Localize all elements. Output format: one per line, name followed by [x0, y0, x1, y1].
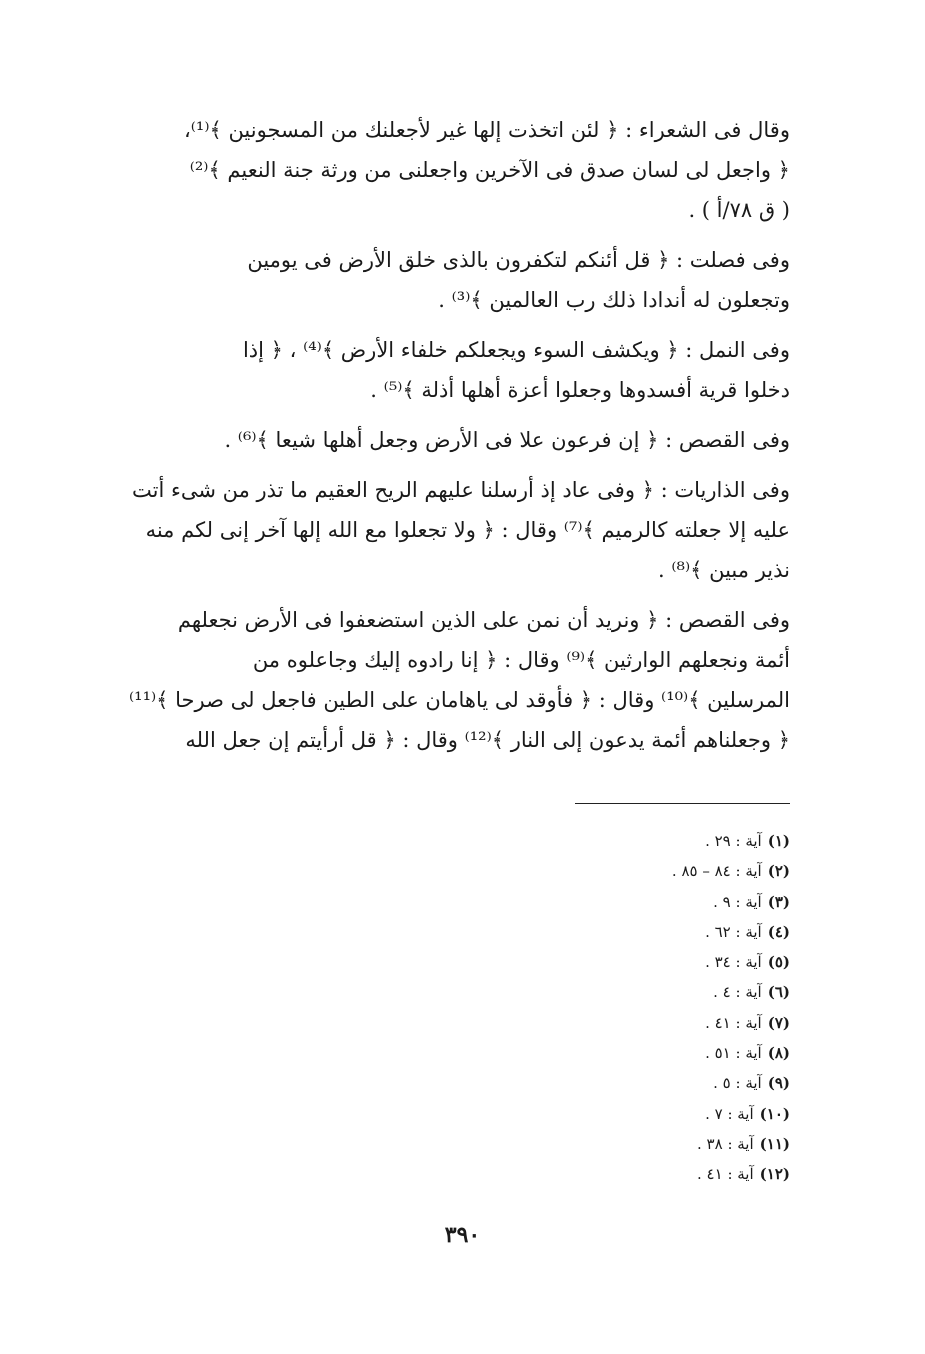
text-line: وفى النمل : ﴿ ويكشف السوء ويجعلكم خلفاء الأرض ﴾⁽⁴⁾ ، ﴿ إذا — [242, 338, 790, 362]
footnote-item — [672, 1129, 790, 1159]
text-line: وفى القصص : ﴿ إن فرعون علا فى الأرض وجعل أهلها شيعا ﴾⁽⁶⁾ . — [224, 428, 790, 452]
footnote-number: (٨) — [767, 1044, 790, 1063]
text-line: نذير مبين ﴾⁽⁸⁾ . — [658, 558, 790, 582]
footnote-text: آية : ٣٨ . — [697, 1134, 754, 1153]
footnote-text: آية : ٨٤ – ٨٥ . — [671, 862, 762, 881]
footnote-item — [672, 887, 790, 917]
footnote-text: آية : ٣٤ . — [705, 953, 762, 972]
footnote-number: (١٢) — [759, 1165, 790, 1184]
footnote-item — [672, 947, 790, 977]
main-text — [88, 110, 790, 770]
footnote-number: (٣) — [767, 892, 790, 911]
footnote-item — [672, 977, 790, 1007]
footnote-text: آية : ٢٩ . — [705, 832, 762, 850]
footnote-item — [672, 1159, 790, 1189]
footnote-number: (٦) — [767, 983, 790, 1002]
footnote-item — [672, 826, 790, 856]
footnote-number: (٥) — [767, 953, 790, 972]
footnotes-list — [672, 826, 790, 1190]
text-line: ﴿ وجعلناهم أئمة يدعون إلى النار ﴾⁽¹²⁾ وقال : ﴿ قل أرأيتم إن جعل الله — [185, 728, 790, 752]
footnote-text: آية : ٥ . — [713, 1074, 762, 1093]
paragraph-qasas-2 — [88, 600, 790, 760]
text-line: دخلوا قرية أفسدوها وجعلوا أعزة أهلها أذلة ﴾⁽⁵⁾ . — [370, 378, 790, 402]
footnote-number: (١١) — [759, 1134, 790, 1153]
paragraph-fussilat — [88, 240, 790, 320]
footnote-item — [672, 917, 790, 947]
footnote-text: آية : ٤١ . — [705, 1013, 762, 1032]
paragraph-qasas-1 — [88, 420, 790, 460]
footnote-number: (٢) — [767, 862, 790, 881]
paragraph-shuara — [88, 110, 790, 230]
footnote-item — [672, 1008, 790, 1038]
text-line: المرسلين ﴾⁽¹⁰⁾ وقال : ﴿ فأوقد لى ياهامان على الطين فاجعل لى صرحا ﴾⁽¹¹⁾ — [128, 688, 790, 712]
footnote-number: (٧) — [767, 1013, 790, 1032]
footnote-text: آية : ٤ . — [713, 983, 762, 1002]
footnote-text: آية : ٥١ . — [705, 1044, 762, 1063]
footnote-text: آية : ٩ . — [713, 892, 762, 911]
footnote-text: آية : ٤١ . — [697, 1165, 754, 1184]
footnote-item — [672, 856, 790, 886]
page-number: ٣٩٠ — [444, 1222, 481, 1248]
text-line: ( ق ٧٨/أ ) . — [688, 198, 790, 222]
footnote-number: (١) — [767, 832, 790, 850]
text-line: ﴿ واجعل لى لسان صدق فى الآخرين واجعلنى من ورثة جنة النعيم ﴾⁽²⁾ — [189, 158, 790, 182]
footnote-number: (٤) — [767, 922, 790, 941]
text-line: عليه إلا جعلته كالرميم ﴾⁽⁷⁾ وقال : ﴿ ولا تجعلوا مع الله إلها آخر إنى لكم منه — [145, 518, 790, 542]
footnote-separator — [575, 803, 790, 804]
footnote-number: (١٠) — [759, 1104, 790, 1123]
text-line: أئمة ونجعلهم الوارثين ﴾⁽⁹⁾ وقال : ﴿ إنا رادوه إليك وجاعلوه من — [252, 648, 790, 672]
text-line: وفى الذاريات : ﴿ وفى عاد إذ أرسلنا عليهم الريح العقيم ما تذر من شىء أتت — [131, 478, 790, 502]
paragraph-naml — [88, 330, 790, 410]
footnote-text: آية : ٦٢ . — [705, 922, 762, 941]
text-line: وفى القصص : ﴿ ونريد أن نمن على الذين استضعفوا فى الأرض نجعلهم — [177, 608, 790, 632]
footnote-item — [672, 1068, 790, 1098]
footnote-number: (٩) — [767, 1074, 790, 1093]
text-line: وتجعلون له أندادا ذلك رب العالمين ﴾⁽³⁾ . — [438, 288, 790, 312]
text-line: وفى فصلت : ﴿ قل أئنكم لتكفرون بالذى خلق الأرض فى يومين — [247, 248, 790, 272]
footnote-item — [672, 1099, 790, 1129]
text-line: وقال فى الشعراء : ﴿ لئن اتخذت إلها غير لأجعلنك من المسجونين ﴾⁽¹⁾، — [183, 118, 790, 142]
paragraph-dhariyat — [88, 470, 790, 590]
footnote-item — [672, 1038, 790, 1068]
footnote-text: آية : ٧ . — [705, 1104, 754, 1123]
